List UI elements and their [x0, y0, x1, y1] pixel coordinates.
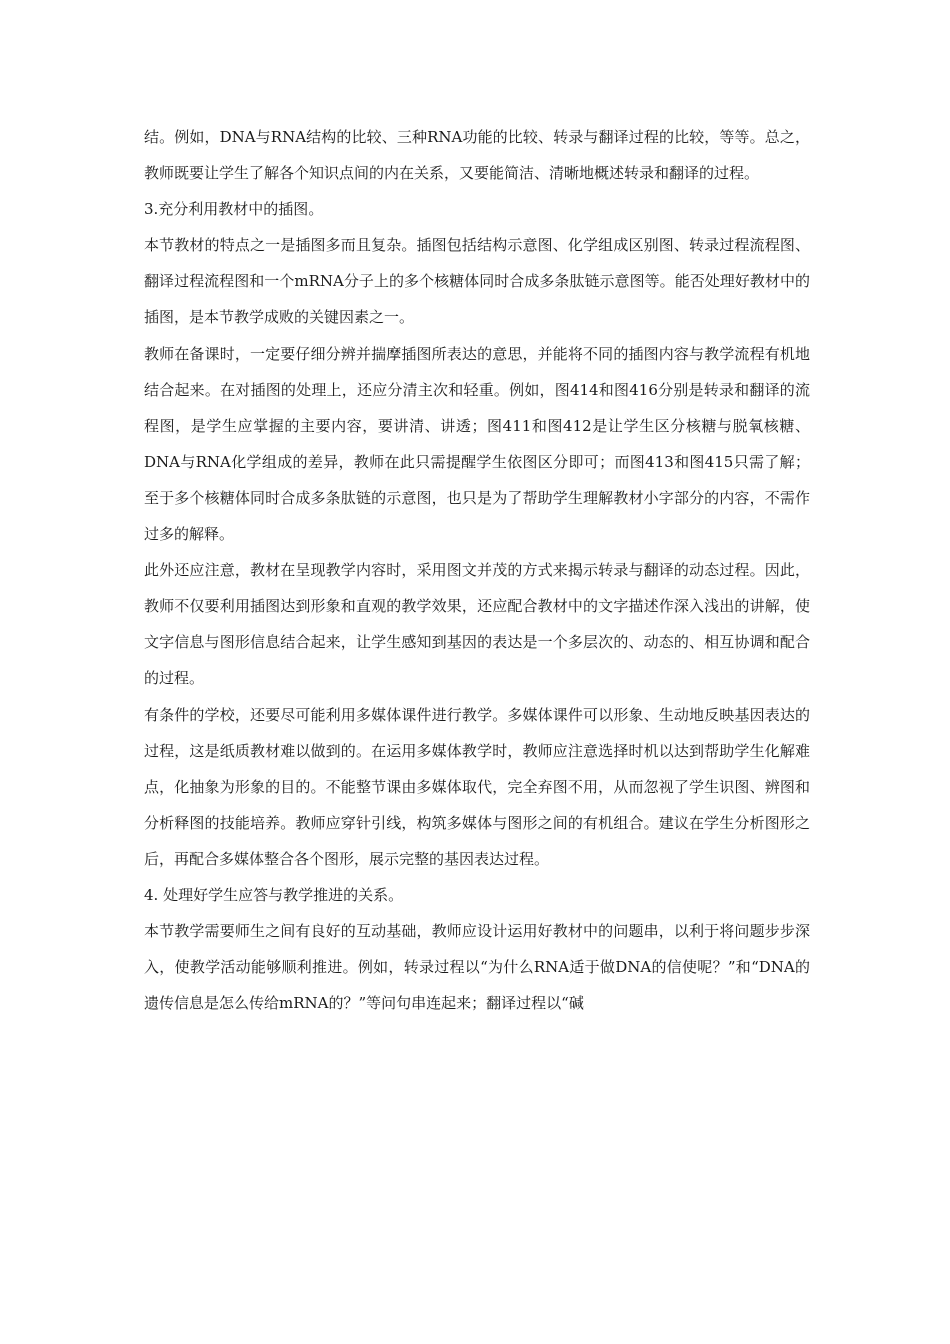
document-body	[144, 119, 810, 1021]
paragraph-lesson-preparation: 教师在备课时，一定要仔细分辨并揣摩插图所表达的意思，并能将不同的插图内容与教学流程有机地结合起来。在对插图的处理上，还应分清主次和轻重。例如，图414和图416分别是转录和翻译的流程图，是学生应掌握的主要内容，要讲清、讲透；图411和图412是让学生区分核糖与脱氧核糖、DNA与RNA化学组成的差异，教师在此只需提醒学生依图区分即可；而图413和图415只需了解；至于多个核糖体同时合成多条肽链的示意图，也只是为了帮助学生理解教材小字部分的内容，不需作过多的解释。	[144, 344, 810, 544]
heading-use-illustrations: 3.充分利用教材中的插图。	[144, 200, 324, 219]
paragraph-text-and-figures: 此外还应注意，教材在呈现教学内容时，采用图文并茂的方式来揭示转录与翻译的动态过程。因此，教师不仅要利用插图达到形象和直观的教学效果，还应配合教材中的文字描述作深入浅出的讲解，使文字信息与图形信息结合起来，让学生感知到基因的表达是一个多层次的、动态的、相互协调和配合的过程。	[144, 561, 810, 688]
heading-student-response: 4. 处理好学生应答与教学推进的关系。	[144, 885, 404, 904]
paragraph-illustration-features: 本节教材的特点之一是插图多而且复杂。插图包括结构示意图、化学组成区别图、转录过程流程图、翻译过程流程图和一个mRNA分子上的多个核糖体同时合成多条肽链示意图等。能否处理好教材中的插图，是本节教学成败的关键因素之一。	[144, 236, 810, 327]
paragraph-comparison-summary: 结。例如，DNA与RNA结构的比较、三种RNA功能的比较、转录与翻译过程的比较，等等。总之，教师既要让学生了解各个知识点间的内在关系，又要能简洁、清晰地概述转录和翻译的过程。	[144, 128, 810, 183]
paragraph-multimedia: 有条件的学校，还要尽可能利用多媒体课件进行教学。多媒体课件可以形象、生动地反映基因表达的过程，这是纸质教材难以做到的。在运用多媒体教学时，教师应注意选择时机以达到帮助学生化解难点，化抽象为形象的目的。不能整节课由多媒体取代，完全弃图不用，从而忽视了学生识图、辨图和分析释图的技能培养。教师应穿针引线，构筑多媒体与图形之间的有机组合。建议在学生分析图形之后，再配合多媒体整合各个图形，展示完整的基因表达过程。	[144, 705, 810, 868]
paragraph-interaction: 本节教学需要师生之间有良好的互动基础，教师应设计运用好教材中的问题串，以利于将问题步步深入，使教学活动能够顺利推进。例如，转录过程以“为什么RNA适于做DNA的信使呢？”和“DNA的遗传信息是怎么传给mRNA的？”等问句串连起来；翻译过程以“碱	[144, 922, 810, 1013]
